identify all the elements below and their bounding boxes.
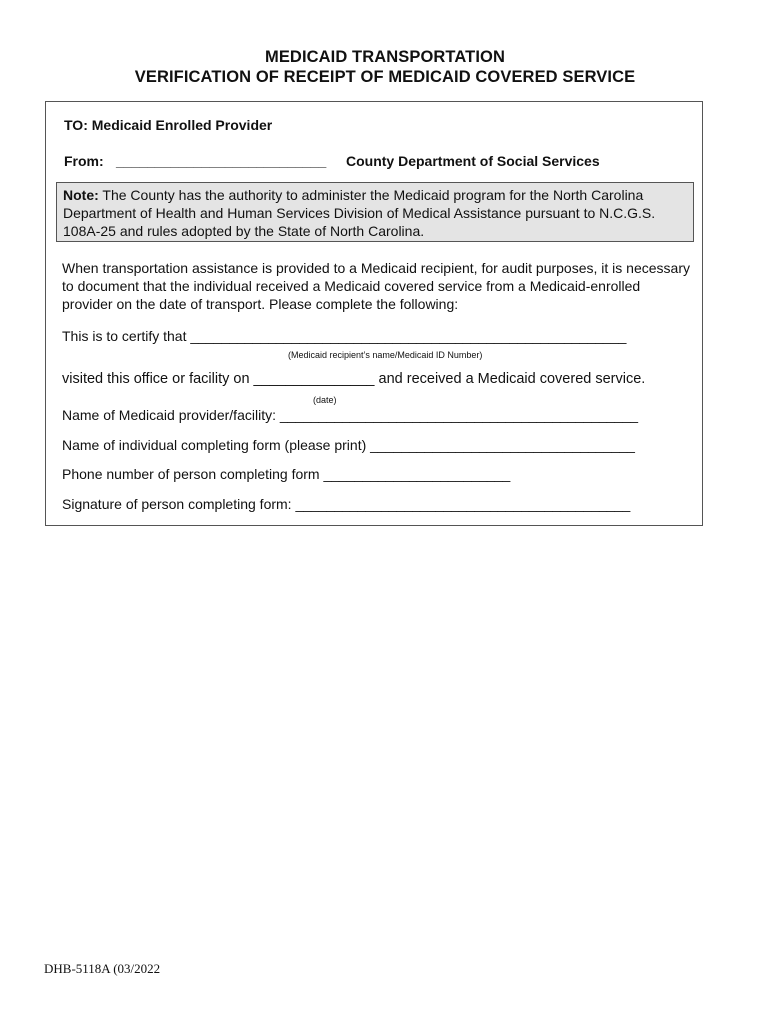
instructions-paragraph: When transportation assistance is provided to a Medicaid recipient, for audit purposes, it is necessary to document that the individual received a Medicaid covered service from a Medicaid-enrolled provider on the date of transport. Please complete the following: bbox=[62, 260, 690, 312]
certify-field[interactable]: This is to certify that ________________________________________________________ bbox=[62, 328, 627, 344]
individual-name-field[interactable]: Name of individual completing form (please print) __________________________________ bbox=[62, 437, 635, 453]
from-label: From: bbox=[64, 153, 104, 169]
provider-field[interactable]: Name of Medicaid provider/facility: ______________________________________________ bbox=[62, 407, 639, 423]
phone-field[interactable]: Phone number of person completing form ________________________ bbox=[62, 466, 511, 482]
certify-caption: (Medicaid recipient’s name/Medicaid ID Number) bbox=[288, 350, 483, 360]
page-subtitle: VERIFICATION OF RECEIPT OF MEDICAID COVERED SERVICE bbox=[134, 68, 636, 86]
page-title: MEDICAID TRANSPORTATION bbox=[264, 48, 505, 66]
date-caption: (date) bbox=[313, 395, 337, 405]
note-text: The County has the authority to administer the Medicaid program for the North Carolina Department of Health and Human Services Division of Medical Assistance pursuant to N.C.G.S. 108A-25 and rules adopted by the State of North Carolina. bbox=[63, 187, 656, 239]
note-label: Note: bbox=[63, 187, 99, 203]
note-box bbox=[56, 182, 694, 242]
from-county-field[interactable]: ___________________________ bbox=[116, 153, 327, 169]
signature-field[interactable]: Signature of person completing form: ___________________________________________ bbox=[62, 496, 631, 512]
to-line: TO: Medicaid Enrolled Provider bbox=[64, 117, 273, 133]
visited-field[interactable]: visited this office or facility on _______________ and received a Medicaid covered service. bbox=[62, 371, 646, 387]
form-id: DHB-5118A (03/2022 bbox=[44, 961, 161, 976]
from-suffix: County Department of Social Services bbox=[346, 153, 600, 169]
